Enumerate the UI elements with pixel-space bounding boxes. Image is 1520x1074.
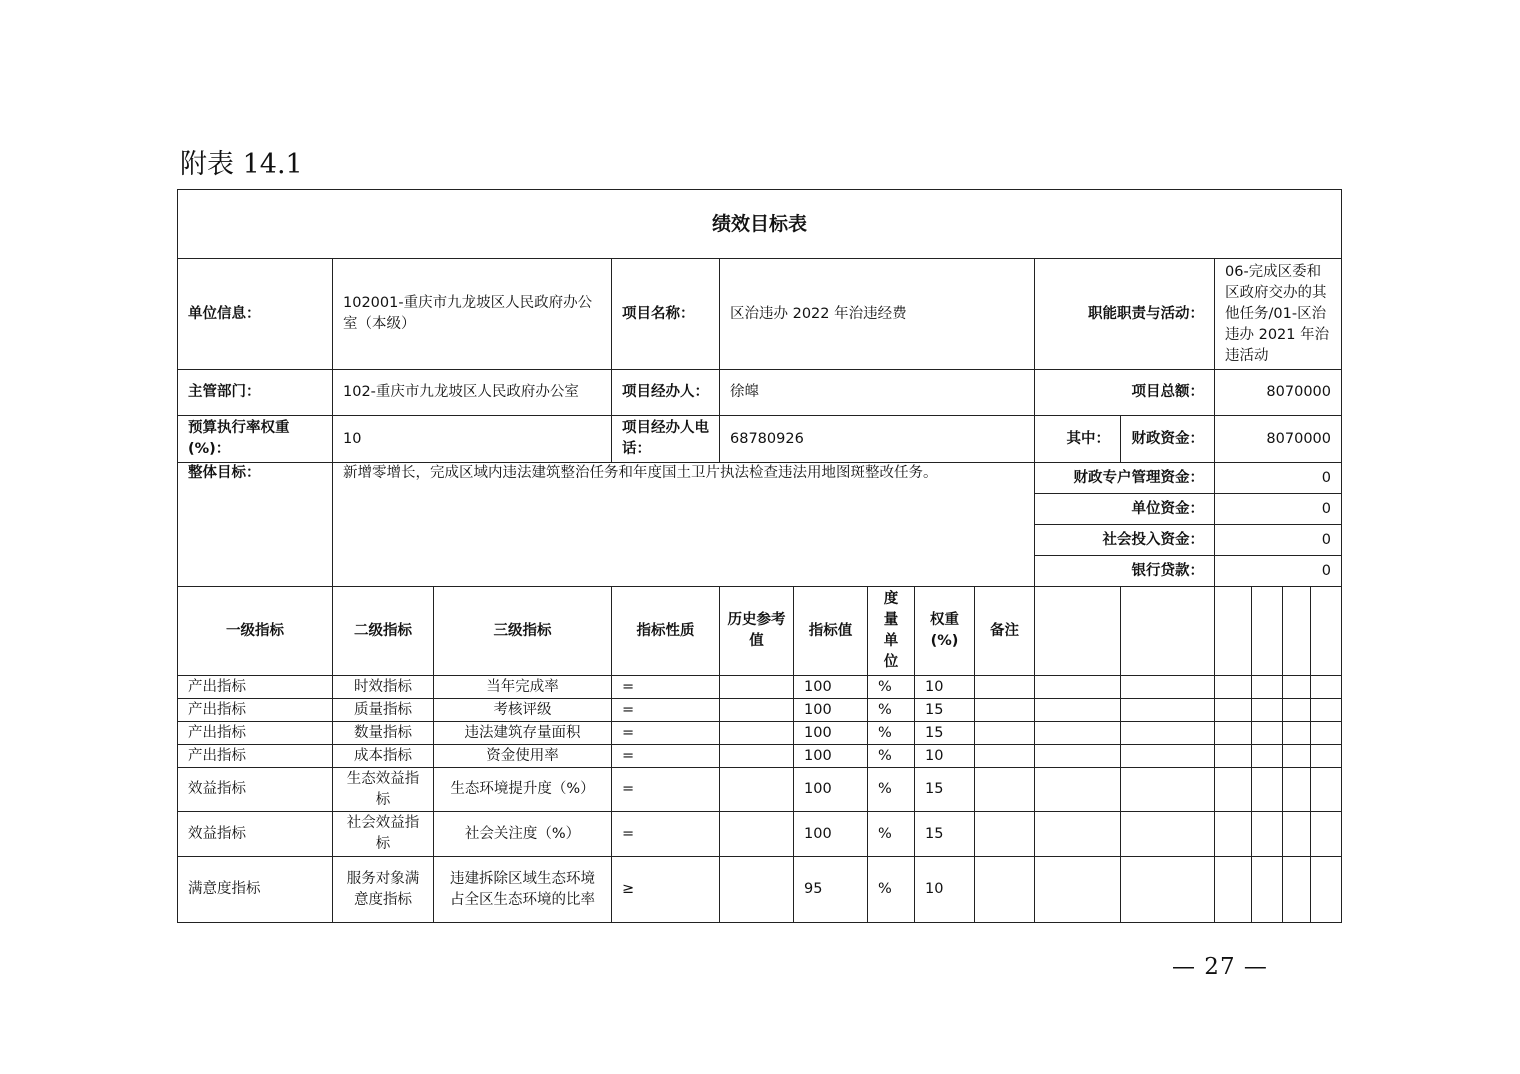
cell-weight: 10 xyxy=(915,857,975,923)
cell-history xyxy=(720,812,794,857)
cell-weight: 15 xyxy=(915,768,975,812)
cell-level2: 社会效益指标 xyxy=(333,812,434,857)
cell-level1: 产出指标 xyxy=(178,699,333,722)
cell-nature: ≥ xyxy=(612,857,720,923)
cell-history xyxy=(720,676,794,699)
cell-unit: % xyxy=(868,722,915,745)
cell-value: 100 xyxy=(794,699,868,722)
project-label: 项目名称： xyxy=(612,259,720,370)
cell-level3: 违建拆除区域生态环境占全区生态环境的比率 xyxy=(434,857,612,923)
unit-fund-value: 0 xyxy=(1215,494,1342,525)
performance-target-table xyxy=(177,189,1342,923)
cell-unit: % xyxy=(868,745,915,768)
dept-label: 主管部门： xyxy=(178,370,333,416)
goal-label: 整体目标： xyxy=(178,463,333,587)
phone-label: 项目经办人电话： xyxy=(612,416,720,463)
unit-fund-label: 单位资金： xyxy=(1035,494,1215,525)
cell-level3: 考核评级 xyxy=(434,699,612,722)
loan-value: 0 xyxy=(1215,556,1342,587)
fiscal-value: 8070000 xyxy=(1215,416,1342,463)
social-fund-label: 社会投入资金： xyxy=(1035,525,1215,556)
header-level3: 三级指标 xyxy=(434,587,612,676)
table-row xyxy=(178,722,1342,745)
cell-nature: = xyxy=(612,676,720,699)
cell-level1: 产出指标 xyxy=(178,745,333,768)
cell-weight: 10 xyxy=(915,745,975,768)
goal-value: 新增零增长，完成区域内违法建筑整治任务和年度国土卫片执法检查违法用地图斑整改任务。 xyxy=(333,463,1035,587)
cell-history xyxy=(720,857,794,923)
table-row xyxy=(178,699,1342,722)
manager-label: 项目经办人： xyxy=(612,370,720,416)
phone-value: 68780926 xyxy=(720,416,1035,463)
cell-value: 100 xyxy=(794,812,868,857)
header-unit xyxy=(868,587,915,676)
cell-value: 100 xyxy=(794,745,868,768)
dept-value: 102-重庆市九龙坡区人民政府办公室 xyxy=(333,370,612,416)
appendix-heading: 附表 14.1 xyxy=(180,149,303,180)
special-fund-label: 财政专户管理资金： xyxy=(1035,463,1215,494)
cell-level1: 满意度指标 xyxy=(178,857,333,923)
cell-value: 95 xyxy=(794,857,868,923)
duty-value: 06-完成区委和区政府交办的其他任务/01-区治违办 2021 年治违活动 xyxy=(1215,259,1342,370)
cell-value: 100 xyxy=(794,768,868,812)
table-row xyxy=(178,745,1342,768)
cell-level2: 生态效益指标 xyxy=(333,768,434,812)
special-fund-value: 0 xyxy=(1215,463,1342,494)
cell-level2: 时效指标 xyxy=(333,676,434,699)
cell-unit: % xyxy=(868,768,915,812)
total-value: 8070000 xyxy=(1215,370,1342,416)
header-unit-text: 度量单位 xyxy=(883,591,899,670)
cell-history xyxy=(720,699,794,722)
social-fund-value: 0 xyxy=(1215,525,1342,556)
cell-weight: 10 xyxy=(915,676,975,699)
cell-level3: 社会关注度（%） xyxy=(434,812,612,857)
cell-value: 100 xyxy=(794,722,868,745)
cell-weight: 15 xyxy=(915,699,975,722)
among-label: 其中： xyxy=(1035,416,1121,463)
cell-nature: = xyxy=(612,745,720,768)
cell-history xyxy=(720,768,794,812)
unit-value: 102001-重庆市九龙坡区人民政府办公室（本级） xyxy=(333,259,612,370)
header-weight: 权重(%) xyxy=(915,587,975,676)
header-level1: 一级指标 xyxy=(178,587,333,676)
cell-nature: = xyxy=(612,812,720,857)
table-row xyxy=(178,676,1342,699)
page-number: — 27 — xyxy=(1172,954,1268,980)
cell-level1: 效益指标 xyxy=(178,768,333,812)
header-level2: 二级指标 xyxy=(333,587,434,676)
cell-nature: = xyxy=(612,768,720,812)
cell-level2: 质量指标 xyxy=(333,699,434,722)
fiscal-label: 财政资金： xyxy=(1121,416,1215,463)
cell-unit: % xyxy=(868,857,915,923)
cell-level3: 资金使用率 xyxy=(434,745,612,768)
cell-level2: 数量指标 xyxy=(333,722,434,745)
header-history: 历史参考值 xyxy=(720,587,794,676)
table-row xyxy=(178,768,1342,812)
cell-history xyxy=(720,745,794,768)
cell-unit: % xyxy=(868,812,915,857)
header-nature: 指标性质 xyxy=(612,587,720,676)
cell-weight: 15 xyxy=(915,722,975,745)
cell-level2: 成本指标 xyxy=(333,745,434,768)
cell-history xyxy=(720,722,794,745)
unit-label: 单位信息： xyxy=(178,259,333,370)
loan-label: 银行贷款： xyxy=(1035,556,1215,587)
manager-value: 徐皡 xyxy=(720,370,1035,416)
cell-level3: 当年完成率 xyxy=(434,676,612,699)
budget-value: 10 xyxy=(333,416,612,463)
cell-level1: 产出指标 xyxy=(178,722,333,745)
table-row xyxy=(178,812,1342,857)
cell-level3: 生态环境提升度（%） xyxy=(434,768,612,812)
cell-nature: = xyxy=(612,722,720,745)
cell-level1: 产出指标 xyxy=(178,676,333,699)
cell-nature: = xyxy=(612,699,720,722)
header-remark: 备注 xyxy=(975,587,1035,676)
cell-unit: % xyxy=(868,676,915,699)
table-row xyxy=(178,857,1342,923)
duty-label: 职能职责与活动： xyxy=(1035,259,1215,370)
cell-value: 100 xyxy=(794,676,868,699)
project-value: 区治违办 2022 年治违经费 xyxy=(720,259,1035,370)
cell-weight: 15 xyxy=(915,812,975,857)
cell-level1: 效益指标 xyxy=(178,812,333,857)
table-title: 绩效目标表 xyxy=(178,190,1342,259)
cell-unit: % xyxy=(868,699,915,722)
budget-label: 预算执行率权重(%)： xyxy=(178,416,333,463)
cell-level3: 违法建筑存量面积 xyxy=(434,722,612,745)
header-value: 指标值 xyxy=(794,587,868,676)
total-label: 项目总额： xyxy=(1035,370,1215,416)
cell-level2: 服务对象满意度指标 xyxy=(333,857,434,923)
